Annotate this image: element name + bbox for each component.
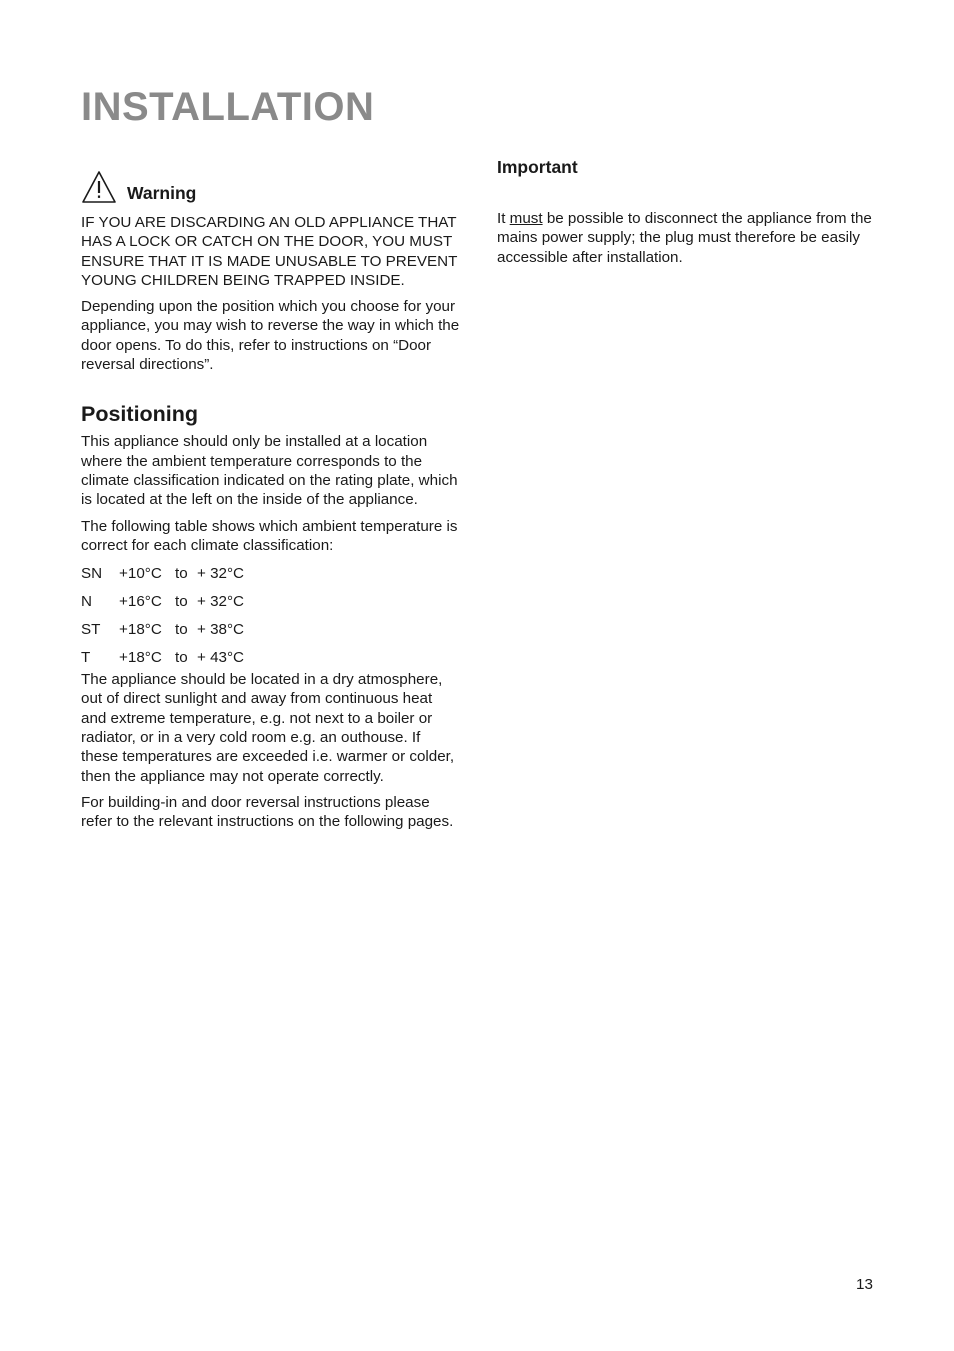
positioning-title: Positioning [81, 402, 199, 427]
climate-to: + 32°C [197, 593, 245, 611]
climate-class: N [81, 593, 92, 611]
climate-from: +10°C [119, 565, 162, 583]
important-label: Important [497, 157, 578, 177]
climate-row [81, 564, 461, 592]
climate-from: +16°C [119, 593, 162, 611]
page-number: 13 [856, 1276, 873, 1293]
climate-class: T [81, 649, 91, 667]
climate-row [81, 592, 461, 620]
positioning-para-3: The appliance should be located in a dry atmosphere, out of direct sunlight and away from continuous heat and extreme temperature, e.g. not next to a boiler or radiator, or in a very cold room e.g. an outhouse. If these temperatures are exceeded i.e. warmer or colder, then the appliance may not operate correctly. [81, 671, 455, 785]
climate-to: + 43°C [197, 649, 245, 667]
climate-from: +18°C [119, 649, 162, 667]
climate-to-word: to [175, 649, 188, 667]
warning-label: Warning [127, 183, 197, 203]
important-text-start: It [497, 210, 510, 227]
climate-to: + 32°C [197, 565, 245, 583]
important-text [497, 209, 877, 267]
warning-body-text: Depending upon the position which you choose for your appliance, you may wish to reverse the way in which the door opens. To do this, refer to instructions on “Door reversal directions”. [81, 298, 460, 374]
climate-table [81, 564, 461, 676]
positioning-para-1: This appliance should only be installed at a location where the ambient temperature corresponds to the climate classification indicated on the rating plate, which is located at the left on the inside of the appliance. [81, 433, 458, 509]
page-title: INSTALLATION [81, 85, 375, 129]
climate-class: ST [81, 621, 101, 639]
right-column [497, 155, 877, 267]
climate-to-word: to [175, 565, 188, 583]
warning-heading [81, 162, 461, 204]
climate-to-word: to [175, 593, 188, 611]
positioning-para-4: For building-in and door reversal instructions please refer to the relevant instructions on the following pages. [81, 793, 454, 831]
warning-caps-text: IF YOU ARE DISCARDING AN OLD APPLIANCE THAT HAS A LOCK OR CATCH ON THE DOOR, YOU MUST ENSURE THAT IT IS MADE UNUSABLE TO PREVENT YOUNG CHILDREN BEING TRAPPED INSIDE. [81, 214, 458, 289]
positioning-para-2: The following table shows which ambient temperature is correct for each climate classification: [81, 517, 458, 554]
climate-to-word: to [175, 621, 188, 639]
climate-from: +18°C [119, 621, 162, 639]
left-column [81, 162, 461, 832]
warning-triangle-icon [81, 170, 117, 204]
climate-row [81, 620, 461, 648]
important-text-end: be possible to disconnect the appliance from the mains power supply; the plug must therefore be easily accessible after installation. [497, 210, 872, 266]
climate-to: + 38°C [197, 621, 245, 639]
climate-class: SN [81, 565, 103, 583]
important-emphasis: must [509, 210, 543, 227]
